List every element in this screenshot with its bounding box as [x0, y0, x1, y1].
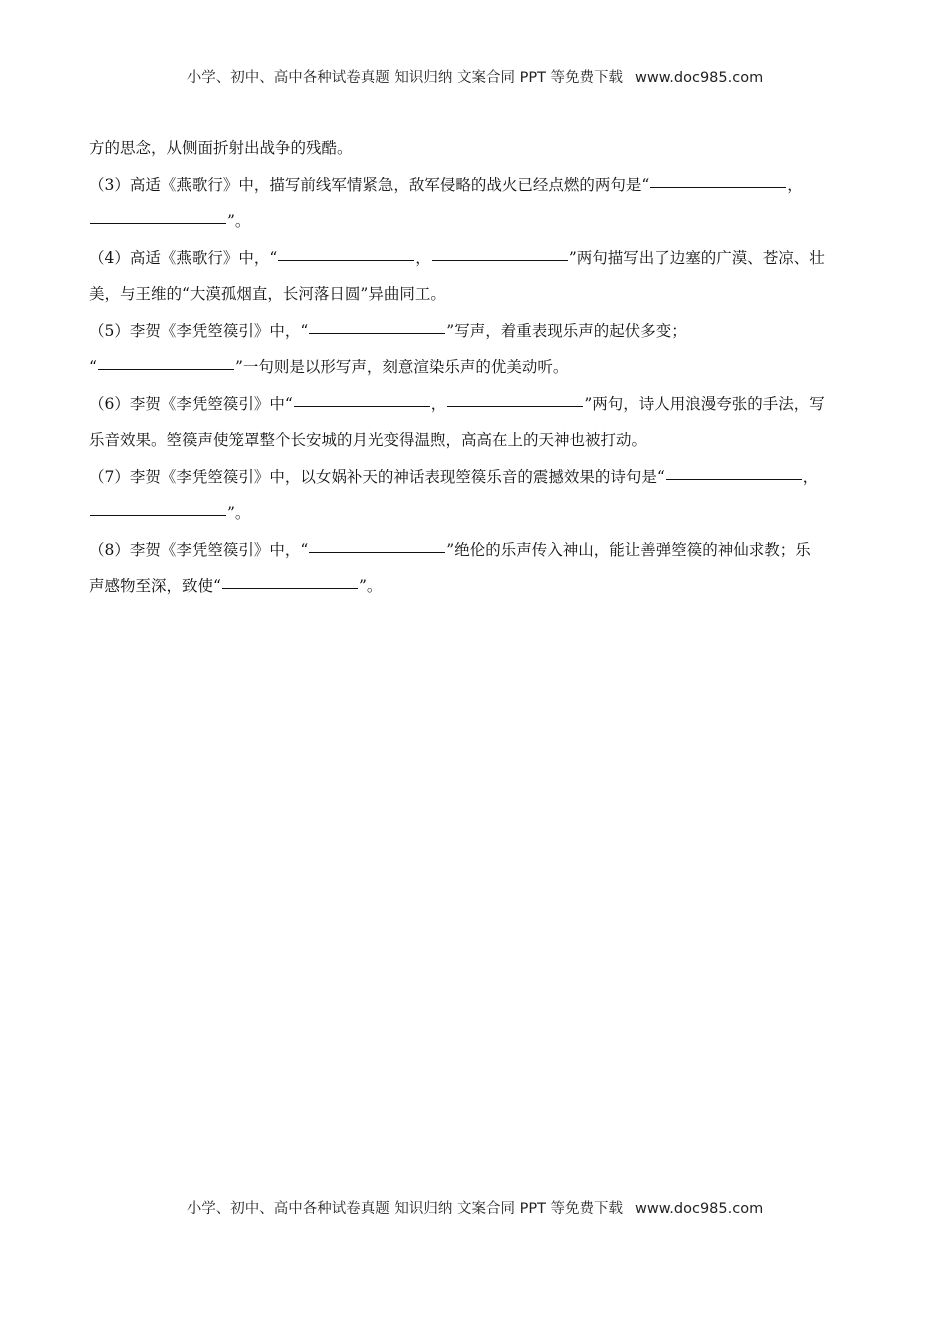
footer-banner — [0, 1197, 950, 1218]
answer-blank[interactable] — [666, 478, 802, 480]
footer-banner-url[interactable]: www.doc985.com — [635, 1201, 764, 1217]
text-segment: （4）高适《燕歌行》中，“ — [89, 248, 278, 267]
question-6 — [89, 386, 859, 423]
question-4-cont — [89, 276, 859, 313]
text-segment: 美，与王维的“大漠孤烟直，长河落日圆”异曲同工。 — [89, 285, 446, 303]
text-segment: （5）李贺《李凭箜篌引》中，“ — [89, 321, 309, 340]
text-segment: （8）李贺《李凭箜篌引》中，“ — [89, 540, 309, 559]
text-segment: （7）李贺《李凭箜篌引》中，以女娲补天的神话表现箜篌乐音的震撼效果的诗句是“ — [89, 467, 665, 486]
text-segment: 方的思念，从侧面折射出战争的残酷。 — [89, 139, 353, 157]
question-7 — [89, 459, 859, 496]
answer-blank[interactable] — [98, 368, 234, 370]
header-banner-url[interactable]: www.doc985.com — [635, 70, 764, 86]
text-segment: ”一句则是以形写声，刻意渲染乐声的优美动听。 — [234, 358, 569, 376]
text-segment: ”绝伦的乐声传入神山，能让善弹箜篌的神仙求教；乐 — [446, 540, 811, 559]
question-8-cont — [89, 568, 859, 605]
question-3-cont — [89, 203, 859, 240]
text-segment: ”两句，诗人用浪漫夸张的手法，写 — [584, 394, 825, 413]
question-5 — [89, 313, 859, 350]
question-6-cont — [89, 422, 859, 459]
answer-blank[interactable] — [222, 587, 358, 589]
text-segment: “ — [89, 358, 97, 376]
text-segment: ”写声，着重表现乐声的起伏多变； — [446, 321, 687, 340]
question-5-cont — [89, 349, 859, 386]
question-7-cont — [89, 495, 859, 532]
text-segment: ， — [415, 248, 431, 267]
continuation-line — [89, 130, 859, 167]
text-segment: 乐音效果。箜篌声使笼罩整个长安城的月光变得温煦，高高在上的天神也被打动。 — [89, 431, 648, 449]
question-3 — [89, 167, 859, 204]
text-segment: ”。 — [358, 577, 383, 595]
text-segment: （6）李贺《李凭箜篌引》中“ — [89, 394, 293, 413]
header-banner — [0, 66, 950, 87]
text-segment: （3）高适《燕歌行》中，描写前线军情紧急，敌军侵略的战火已经点燃的两句是“ — [89, 175, 650, 194]
text-segment: ”。 — [227, 504, 251, 522]
text-segment: ”两句描写出了边塞的广漠、苍凉、壮 — [568, 248, 825, 267]
answer-blank[interactable] — [294, 405, 430, 407]
answer-blank[interactable] — [309, 551, 445, 553]
question-4 — [89, 240, 859, 277]
answer-blank[interactable] — [90, 514, 226, 516]
answer-blank[interactable] — [90, 222, 226, 224]
text-segment: ， — [430, 394, 447, 413]
text-segment: ， — [802, 467, 819, 486]
answer-blank[interactable] — [278, 259, 414, 261]
text-segment: 声感物至深，致使“ — [89, 577, 221, 595]
document-body — [89, 130, 859, 605]
footer-banner-text: 小学、初中、高中各种试卷真题 知识归纳 文案合同 PPT 等免费下载 — [186, 1201, 624, 1217]
answer-blank[interactable] — [447, 405, 583, 407]
header-banner-text: 小学、初中、高中各种试卷真题 知识归纳 文案合同 PPT 等免费下载 — [186, 70, 624, 86]
text-segment: ”。 — [227, 212, 251, 230]
answer-blank[interactable] — [432, 259, 568, 261]
answer-blank[interactable] — [650, 186, 786, 188]
answer-blank[interactable] — [309, 332, 445, 334]
question-8 — [89, 532, 859, 569]
text-segment: ， — [787, 175, 803, 194]
